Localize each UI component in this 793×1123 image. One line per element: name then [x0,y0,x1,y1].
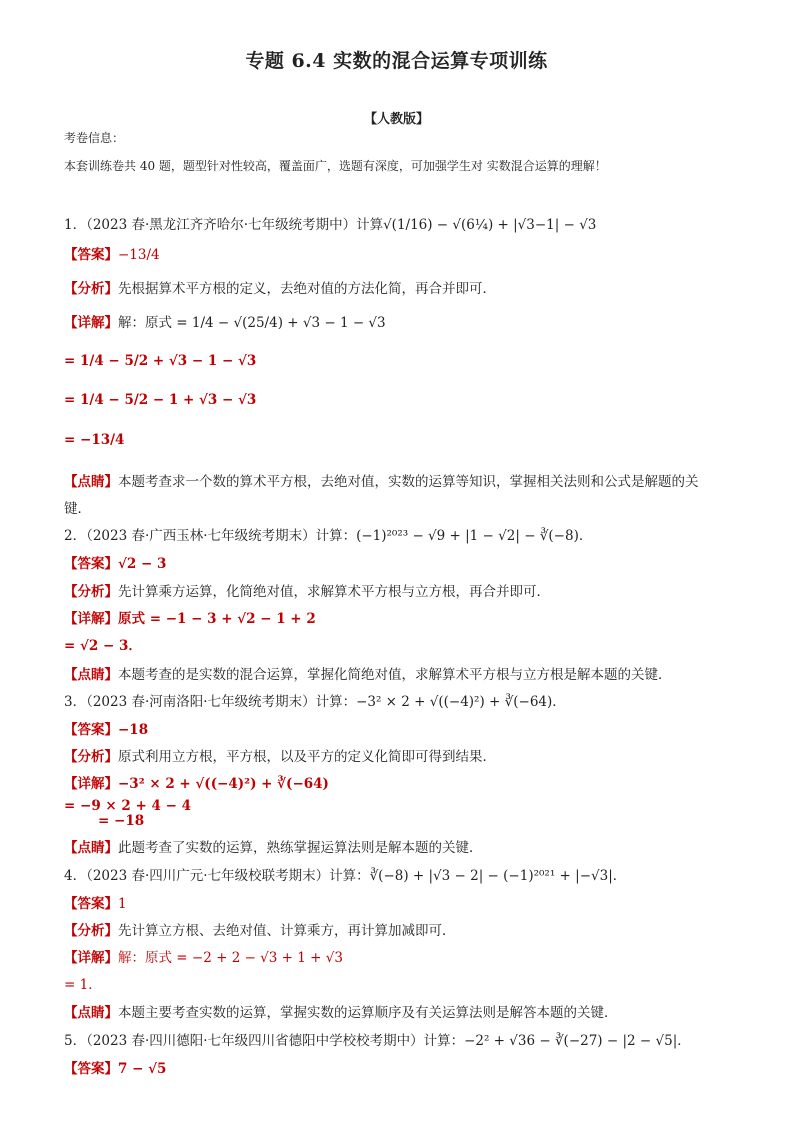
detail-line: = −18 [98,813,145,829]
analysis-tag: 【分析】 [64,281,118,297]
detail-line: = 1/4 − 5/2 − 1 + √3 − √3 [64,392,257,408]
comment-tag: 【点睛】 [64,840,118,856]
answer-value: −13/4 [118,247,160,263]
answer-value: 1 [118,896,127,912]
answer-row-4 [64,892,127,912]
detail-line: = −9 × 2 + 4 − 4 [64,798,192,814]
comment-row-3 [64,836,483,856]
answer-tag: 【答案】 [64,722,118,738]
answer-tag: 【答案】 [64,247,118,263]
analysis-text: 先计算乘方运算，化简绝对值，求解算术平方根与立方根，再合并即可． [118,584,550,600]
info-label: 考卷信息： [64,131,125,145]
analysis-row-4 [64,919,456,939]
answer-value: −18 [118,722,149,738]
comment-cont-1: 键． [64,501,91,517]
comment-text: 本题考查求一个数的算术平方根，去绝对值，实数的运算等知识，掌握相关法则和公式是解题的关 [118,474,699,490]
comment-tag: 【点睛】 [64,474,118,490]
question-5: 5．（2023 春·四川德阳·七年级四川省德阳中学校校考期中）计算：−2² + √36 − ∛(−27) − |2 − √5|． [64,1033,691,1049]
analysis-row-2 [64,580,550,600]
detail-tag: 【详解】 [64,776,118,792]
detail-line: 原式 = −1 − 3 + √2 − 1 + 2 [118,611,316,627]
comment-text: 本题主要考查实数的运算，掌握实数的运算顺序及有关运算法则是解答本题的关键． [118,1005,618,1021]
detail-tag: 【详解】 [64,611,118,627]
answer-tag: 【答案】 [64,1061,118,1077]
comment-tag: 【点睛】 [64,667,118,683]
detail-line: = 1． [64,977,102,993]
question-3: 3．（2023 春·河南洛阳·七年级统考期末）计算：−3² × 2 + √((−4)²) + ∛(−64)． [64,694,566,710]
analysis-text: 先根据算术平方根的定义，去绝对值的方法化简，再合并即可． [118,281,496,297]
edition-label: 【人教版】 [363,112,429,127]
info-text: 本套训练卷共 40 题，题型针对性较高，覆盖面广，选题有深度，可加强学生对 实数混合运算的理解！ [64,159,607,173]
answer-tag: 【答案】 [64,556,118,572]
analysis-text: 先计算立方根、去绝对值、计算乘方，再计算加减即可． [118,923,456,939]
answer-value: 7 − √5 [118,1061,167,1077]
detail-line: 解：原式 = 1/4 − √(25/4) + √3 − 1 − √3 [118,315,386,331]
answer-row-5 [64,1057,166,1077]
detail-line: = 1/4 − 5/2 + √3 − 1 − √3 [64,353,257,369]
page-title: 专题 6.4 实数的混合运算专项训练 [245,50,548,72]
detail-line: = √2 − 3． [64,638,142,654]
detail-row-4 [64,946,343,966]
comment-row-4 [64,1001,618,1021]
answer-row-3 [64,718,148,738]
detail-line: = −13/4 [64,432,125,448]
comment-tag: 【点睛】 [64,1005,118,1021]
question-4: 4．（2023 春·四川广元·七年级校联考期末）计算：∛(−8) + |√3 − 2| − (−1)²⁰²¹ + |−√3|． [64,868,627,884]
comment-text: 本题考查的是实数的混合运算，掌握化简绝对值，求解算术平方根与立方根是解本题的关键． [118,667,672,683]
detail-tag: 【详解】 [64,315,118,331]
detail-line: −3² × 2 + √((−4)²) + ∛(−64) [118,776,329,792]
comment-text: 此题考查了实数的运算，熟练掌握运算法则是解本题的关键． [118,840,483,856]
question-1: 1．（2023 春·黑龙江齐齐哈尔·七年级统考期中）计算√(1/16) − √(6¼) + |√3−1| − √3 [64,217,597,233]
comment-row-1 [64,470,699,490]
answer-value: √2 − 3 [118,556,167,572]
detail-row-2 [64,607,316,627]
answer-row-2 [64,552,166,572]
question-2: 2．（2023 春·广西玉林·七年级统考期末）计算：(−1)²⁰²³ − √9 + |1 − √2| − ∛(−8)． [64,528,593,544]
analysis-tag: 【分析】 [64,749,118,765]
detail-row-3 [64,772,329,792]
analysis-tag: 【分析】 [64,923,118,939]
comment-row-2 [64,663,672,683]
analysis-row-1 [64,277,496,297]
analysis-tag: 【分析】 [64,584,118,600]
answer-row-1 [64,243,160,263]
detail-line: 解：原式 = −2 + 2 − √3 + 1 + √3 [118,950,343,966]
analysis-row-3 [64,745,496,765]
detail-tag: 【详解】 [64,950,118,966]
analysis-text: 原式利用立方根，平方根，以及平方的定义化简即可得到结果． [118,749,496,765]
answer-tag: 【答案】 [64,896,118,912]
detail-row-1 [64,311,386,331]
